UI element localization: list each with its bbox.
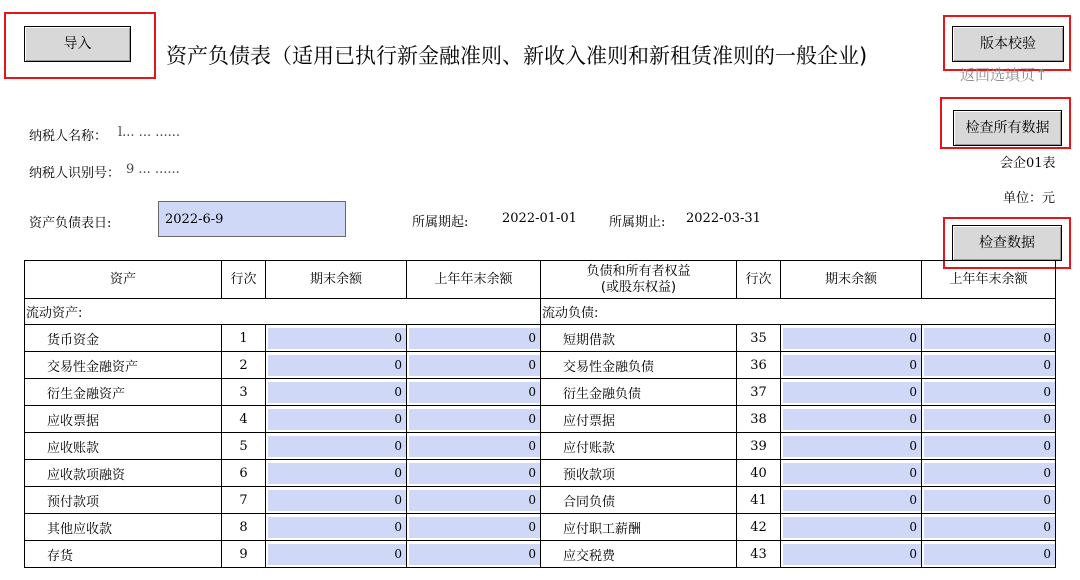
right-item-name: 应交税费 [541,541,737,568]
right-end-balance-input[interactable] [783,355,921,376]
left-item-name: 其他应收款 [25,514,222,541]
back-to-select-link[interactable]: 返回选填页↑ [960,66,1048,84]
period-start-label: 所属期起: [412,215,469,230]
left-prev-balance-input[interactable] [409,463,540,484]
table-header-row [25,261,1056,299]
right-end-balance[interactable] [781,433,922,460]
left-end-balance-input[interactable] [268,544,406,565]
right-prev-balance[interactable] [922,514,1056,541]
left-prev-balance[interactable] [407,352,541,379]
table-row [25,325,1056,352]
left-end-balance[interactable] [266,325,407,352]
right-prev-balance-input[interactable] [924,517,1055,538]
period-end-label: 所属期止: [609,215,666,230]
header-prev-balance: 上年年末余额 [407,261,541,299]
right-end-balance[interactable] [781,325,922,352]
right-prev-balance[interactable] [922,433,1056,460]
left-end-balance[interactable] [266,433,407,460]
left-row-no: 2 [222,352,266,379]
right-item-name: 短期借款 [541,325,737,352]
left-prev-balance-input[interactable] [409,409,540,430]
right-end-balance-input[interactable] [783,436,921,457]
right-end-balance[interactable] [781,487,922,514]
left-item-name: 衍生金融资产 [25,379,222,406]
header-row-no: 行次 [222,261,266,299]
version-check-button[interactable]: 版本校验 [952,26,1064,62]
taxpayer-id-value: 9 ... ...... [126,162,180,177]
left-prev-balance-input[interactable] [409,517,540,538]
right-row-no: 41 [737,487,781,514]
left-row-no: 6 [222,460,266,487]
right-item-name: 合同负债 [541,487,737,514]
right-end-balance[interactable] [781,352,922,379]
right-end-balance[interactable] [781,379,922,406]
right-prev-balance-input[interactable] [924,463,1055,484]
report-date-label: 资产负债表日: [29,216,112,231]
table-row [25,487,1056,514]
left-item-name: 交易性金融资产 [25,352,222,379]
right-prev-balance[interactable] [922,379,1056,406]
left-row-no: 8 [222,514,266,541]
right-row-no: 37 [737,379,781,406]
right-end-balance[interactable] [781,541,922,568]
right-prev-balance[interactable] [922,325,1056,352]
left-row-no: 1 [222,325,266,352]
table-row [25,433,1056,460]
right-row-no: 43 [737,541,781,568]
right-item-name: 预收款项 [541,460,737,487]
header-liability-line1: 负债和所有者权益 [586,263,691,279]
right-end-balance-input[interactable] [783,409,921,430]
left-prev-balance-input[interactable] [409,328,540,349]
left-end-balance[interactable] [266,379,407,406]
table-row [25,406,1056,433]
left-row-no: 3 [222,379,266,406]
left-item-name: 应收票据 [25,406,222,433]
left-item-name: 预付款项 [25,487,222,514]
check-all-data-button[interactable]: 检查所有数据 [953,110,1062,146]
left-end-balance-input[interactable] [268,436,406,457]
right-item-name: 衍生金融负债 [541,379,737,406]
header-end-balance-2: 期末余额 [781,261,922,299]
right-prev-balance[interactable] [922,460,1056,487]
left-end-balance-input[interactable] [268,355,406,376]
right-prev-balance-input[interactable] [924,355,1055,376]
table-row [25,460,1056,487]
header-prev-balance-2: 上年年末余额 [922,261,1056,299]
left-end-balance[interactable] [266,352,407,379]
header-liability [541,261,737,299]
right-prev-balance-input[interactable] [924,409,1055,430]
balance-sheet-table [24,260,1056,568]
left-prev-balance[interactable] [407,541,541,568]
header-end-balance: 期末余额 [266,261,407,299]
table-row [25,541,1056,568]
right-prev-balance[interactable] [922,487,1056,514]
left-prev-balance-input[interactable] [409,490,540,511]
right-row-no: 40 [737,460,781,487]
left-item-name: 存货 [25,541,222,568]
left-row-no: 5 [222,433,266,460]
section-row [25,299,1056,325]
left-prev-balance[interactable] [407,487,541,514]
table-row [25,352,1056,379]
section-current-liabilities: 流动负债: [541,299,1056,325]
left-end-balance[interactable] [266,460,407,487]
left-prev-balance-input[interactable] [409,544,540,565]
right-prev-balance[interactable] [922,352,1056,379]
table-row [25,379,1056,406]
right-end-balance-input[interactable] [783,490,921,511]
report-date-input[interactable] [158,201,346,237]
right-item-name: 应付职工薪酬 [541,514,737,541]
right-end-balance-input[interactable] [783,544,921,565]
right-end-balance[interactable] [781,406,922,433]
right-prev-balance-input[interactable] [924,328,1055,349]
left-end-balance-input[interactable] [268,382,406,403]
right-prev-balance[interactable] [922,406,1056,433]
right-row-no: 42 [737,514,781,541]
right-item-name: 交易性金融负债 [541,352,737,379]
right-prev-balance-input[interactable] [924,490,1055,511]
right-end-balance[interactable] [781,514,922,541]
right-end-balance-input[interactable] [783,382,921,403]
taxpayer-id-label: 纳税人识别号： [29,166,121,181]
left-prev-balance[interactable] [407,406,541,433]
left-prev-balance[interactable] [407,460,541,487]
left-end-balance[interactable] [266,487,407,514]
period-end-value: 2022-03-31 [686,211,761,226]
left-prev-balance[interactable] [407,433,541,460]
left-prev-balance-input[interactable] [409,436,540,457]
right-end-balance[interactable] [781,460,922,487]
right-prev-balance-input[interactable] [924,544,1055,565]
right-row-no: 35 [737,325,781,352]
right-prev-balance-input[interactable] [924,382,1055,403]
left-prev-balance[interactable] [407,514,541,541]
left-end-balance-input[interactable] [268,490,406,511]
taxpayer-name-label: 纳税人名称： [29,129,108,144]
unit-label: 单位：元 [1003,191,1056,206]
right-prev-balance[interactable] [922,541,1056,568]
left-row-no: 4 [222,406,266,433]
page-title: 资产负债表（适用已执行新金融准则、新收入准则和新租赁准则的一般企业) [166,44,868,68]
taxpayer-name-value: l... ... ...... [118,125,181,140]
left-prev-balance[interactable] [407,379,541,406]
period-start-value: 2022-01-01 [502,211,577,226]
left-item-name: 应收款项融资 [25,460,222,487]
left-end-balance-input[interactable] [268,463,406,484]
right-end-balance-input[interactable] [783,328,921,349]
section-current-assets: 流动资产: [25,299,541,325]
header-row-no-2: 行次 [737,261,781,299]
right-row-no: 38 [737,406,781,433]
right-item-name: 应付票据 [541,406,737,433]
import-button[interactable]: 导入 [24,26,131,62]
header-liability-line2: (或股东权益) [600,279,677,295]
left-row-no: 7 [222,487,266,514]
right-end-balance-input[interactable] [783,517,921,538]
left-end-balance-input[interactable] [268,517,406,538]
left-end-balance-input[interactable] [268,328,406,349]
left-end-balance-input[interactable] [268,409,406,430]
left-item-name: 货币资金 [25,325,222,352]
left-prev-balance[interactable] [407,325,541,352]
right-end-balance-input[interactable] [783,463,921,484]
form-code: 会企01表 [1000,156,1056,171]
right-item-name: 应付账款 [541,433,737,460]
left-end-balance[interactable] [266,514,407,541]
right-row-no: 36 [737,352,781,379]
left-prev-balance-input[interactable] [409,382,540,403]
left-row-no: 9 [222,541,266,568]
left-prev-balance-input[interactable] [409,355,540,376]
right-prev-balance-input[interactable] [924,436,1055,457]
check-data-button[interactable]: 检查数据 [952,225,1062,261]
table-row [25,514,1056,541]
right-row-no: 39 [737,433,781,460]
left-item-name: 应收账款 [25,433,222,460]
header-asset: 资产 [25,261,222,299]
left-end-balance[interactable] [266,541,407,568]
left-end-balance[interactable] [266,406,407,433]
